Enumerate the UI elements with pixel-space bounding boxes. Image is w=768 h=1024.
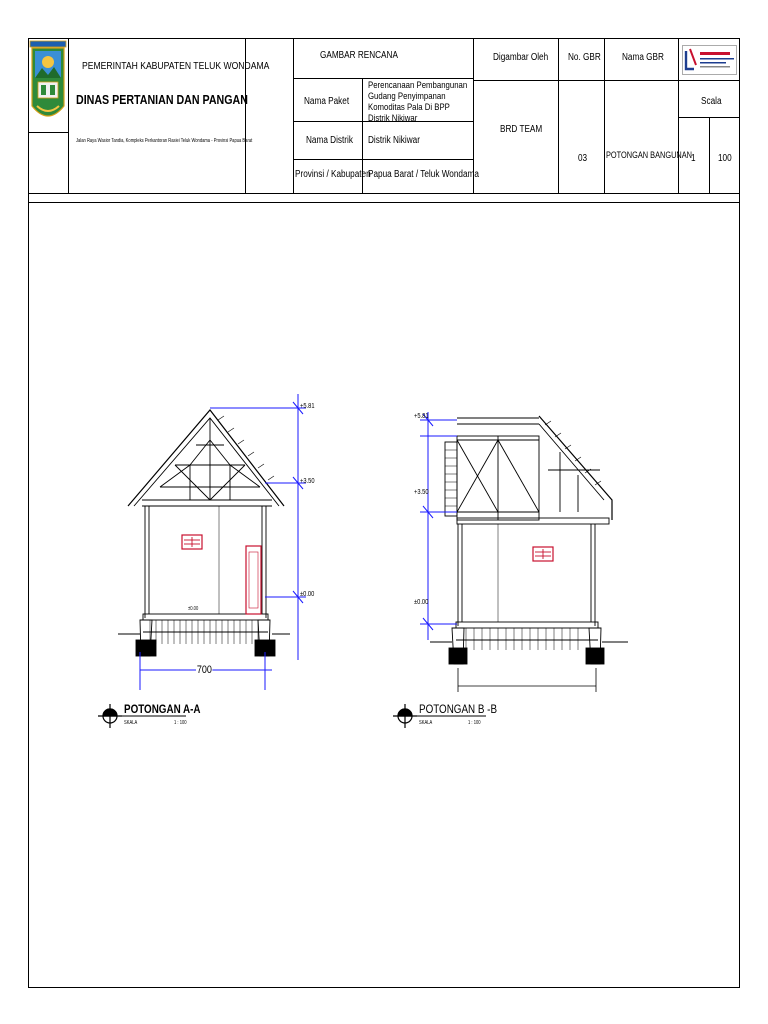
- nama-paket-value: Perencanaan Pembangunan Gudang Penyimpanan Komoditas Pala Di BPP Distrik Nikiwar: [368, 80, 468, 124]
- no-gbr-value: 03: [578, 153, 588, 164]
- digambar-oleh-value: BRD TEAM: [500, 124, 543, 135]
- nama-gbr-label: Nama GBR: [622, 52, 664, 63]
- digambar-oleh-label: Digambar Oleh: [493, 52, 549, 63]
- nama-distrik-value: Distrik Nikiwar: [368, 135, 420, 146]
- level-b-ceiling: +3.50: [414, 489, 429, 496]
- provinsi-value: Papua Barat / Teluk Wondama: [368, 169, 479, 180]
- scala-denominator: 100: [718, 153, 732, 164]
- section-a-scale-value: 1 : 100: [174, 720, 187, 726]
- gambar-rencana-heading: GAMBAR RENCANA: [320, 50, 398, 61]
- department-name: DINAS PERTANIAN DAN PANGAN: [76, 92, 248, 107]
- section-a-dimensions: [140, 394, 306, 690]
- section-a-width-dimension: 700: [196, 664, 212, 676]
- section-a-title: POTONGAN A-A: [124, 702, 201, 716]
- section-a-scale-label: SKALA: [124, 720, 138, 726]
- section-b-title: POTONGAN B -B: [419, 702, 498, 716]
- nama-distrik-label: Nama Distrik: [306, 135, 353, 146]
- office-address: Jalan Raya Wasior Tandia, Kompleks Perkantoran Rasiei Teluk Wondama - Provinsi Papua Barat: [76, 138, 253, 144]
- level-a-ridge: +5.81: [300, 403, 315, 410]
- level-b-floor: ±0.00: [414, 599, 429, 606]
- section-b-width-dimension: [458, 668, 596, 692]
- level-b-ridge: +5.81: [414, 413, 429, 420]
- government-name: PEMERINTAH KABUPATEN TELUK WONDAMA: [82, 60, 270, 72]
- level-a-floor: ±0.00: [300, 591, 315, 598]
- section-b-scale-label: SKALA: [419, 720, 433, 726]
- scala-numerator: 1: [691, 153, 696, 164]
- no-gbr-label: No. GBR: [568, 52, 601, 63]
- nama-gbr-value: POTONGAN BANGUNAN: [606, 150, 692, 160]
- provinsi-label: Provinsi / Kabupaten: [295, 169, 371, 180]
- level-a-ceiling: +3.50: [300, 478, 315, 485]
- section-a-drawing: [118, 410, 290, 656]
- nama-paket-label: Nama Paket: [304, 96, 350, 107]
- floor-level-a: ±0.00: [188, 606, 199, 612]
- scala-label: Scala: [701, 96, 722, 107]
- section-b-drawing: [430, 416, 628, 664]
- section-b-scale-value: 1 : 100: [468, 720, 481, 726]
